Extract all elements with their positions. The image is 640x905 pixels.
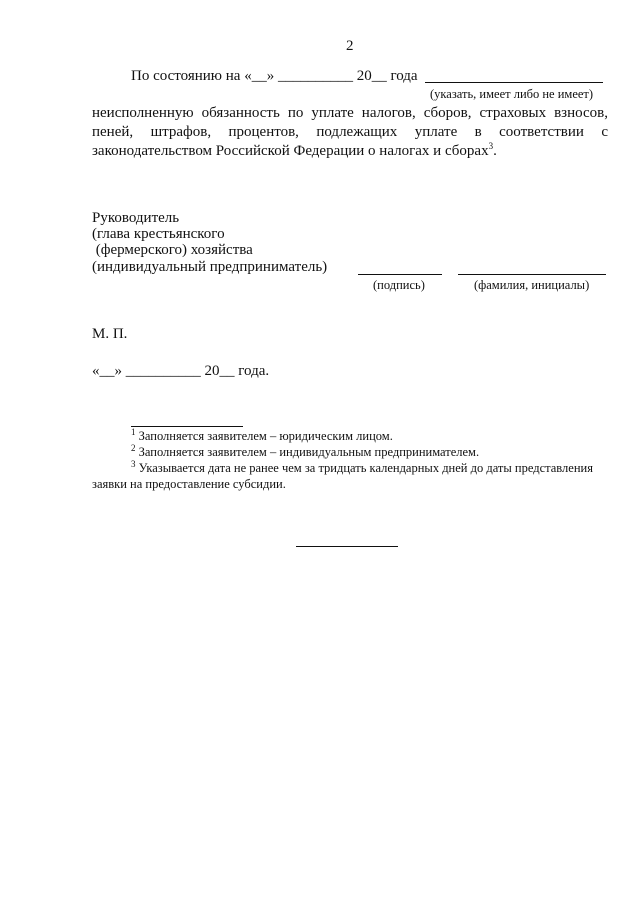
status-answer-blank [425, 82, 603, 83]
footnote-1 [131, 426, 393, 444]
signatory-title: Руководитель [92, 210, 180, 226]
end-separator [296, 546, 398, 547]
footnote-2-text: Заполняется заявителем – индивидуальным предпринимателем. [138, 445, 480, 459]
status-hint: (указать, имеет либо не имеет) [430, 87, 594, 101]
footnote-3 [131, 458, 593, 476]
obligation-line-1: неисполненную обязанность по уплате налогов, сборов, страховых взносов, [92, 105, 608, 121]
page-number: 2 [346, 38, 354, 54]
footnote-1-num: 1 [131, 426, 136, 437]
signatory-line-4: (индивидуальный предприниматель) [92, 259, 328, 275]
status-line-prefix: По состоянию на «__» __________ 20__ года [131, 68, 418, 84]
signatory-line-2: (глава крестьянского [92, 226, 225, 242]
footnote-2-num: 2 [131, 442, 136, 453]
footnote-1-text: Заполняется заявителем – юридическим лицом. [138, 429, 393, 443]
footnote-2 [131, 442, 480, 460]
footnote-3-num: 3 [131, 458, 136, 469]
footnote-ref-3: 3 [488, 141, 494, 151]
footnote-3-text: Указывается дата не ранее чем за тридцать календарных дней до даты представления [138, 461, 593, 475]
obligation-line-3-text: законодательством Российской Федерации о налогах и сборах [92, 143, 489, 159]
obligation-line-3-end: . [493, 143, 497, 159]
seal-mark: М. П. [92, 326, 128, 342]
name-blank [458, 274, 606, 275]
obligation-line-3 [92, 142, 497, 160]
footnote-separator [131, 426, 243, 427]
date-line: «__» __________ 20__ года. [92, 363, 270, 379]
signatory-line-3: (фермерского) хозяйства [92, 242, 253, 258]
obligation-line-2: пеней, штрафов, процентов, подлежащих уплате в соответствии с [92, 124, 608, 140]
footnote-3-continued: заявки на предоставление субсидии. [92, 477, 286, 491]
signature-blank [358, 274, 442, 275]
name-caption: (фамилия, инициалы) [474, 278, 590, 292]
signature-caption: (подпись) [373, 278, 425, 292]
